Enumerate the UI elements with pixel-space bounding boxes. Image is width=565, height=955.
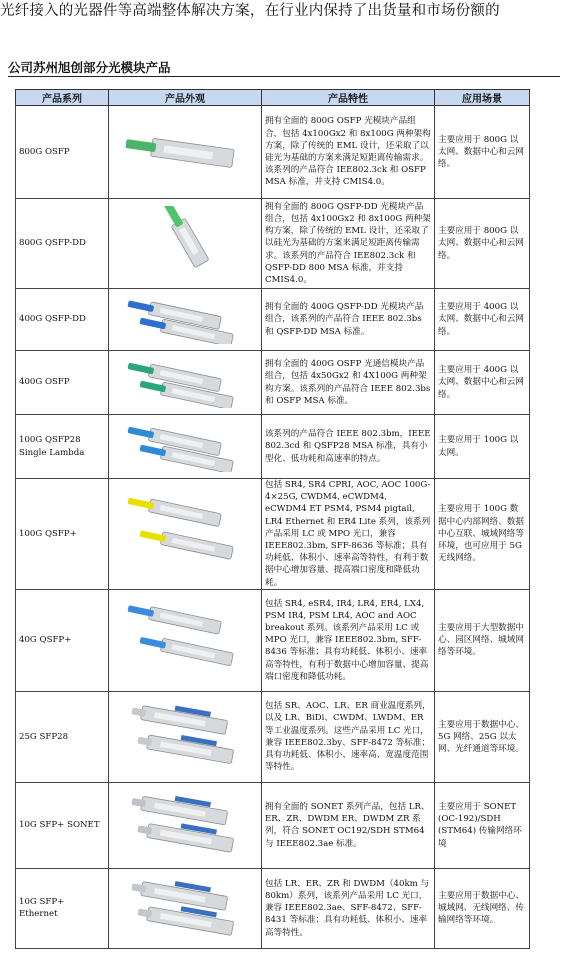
product-application: 主要应用于 400G 以太网、数据中心和云网络。 (435, 351, 530, 415)
table-row (16, 782, 530, 868)
table-row (16, 199, 530, 289)
product-application: 主要应用于 400G 以太网、数据中心和云网络。 (435, 289, 530, 351)
product-series: 400G OSFP (16, 351, 109, 415)
product-features: 拥有全面的 SONET 系列产品，包括 LR、ER、ZR、DWDM ER、DWDM ZR 系列，符合 SONET OC192/SDH STM64 与 IEEE802.3ae 标准。 (262, 782, 435, 868)
product-application: 主要应用于数据中心、城域网、无线网络、传输网络等环境。 (435, 868, 530, 948)
product-series: 10G SFP+ SONET (16, 782, 109, 868)
product-image-cell (109, 589, 262, 691)
product-features: 拥有全面的 400G QSFP-DD 光模块产品组合，该系列的产品符合 IEEE 802.3bs 和 QSFP-DD MSA 标准。 (262, 289, 435, 351)
product-series: 40G QSFP+ (16, 589, 109, 691)
table-row (16, 106, 530, 199)
product-table (15, 89, 530, 949)
product-features: 拥有全面的 800G QSFP-DD 光模块产品组合，包括 4x100Gx2 和 8x100G 两种架构方案，除了传统的 EML 设计，还采取了以硅光为基础的方案来满足短距离传输需求。该系列的产品符合 IEE802.3ck 和 QSFP-DD 800 MSA 标准，并支持 CMIS4.0。 (262, 199, 435, 289)
product-series: 100G QSFP28 Single Lambda (16, 415, 109, 479)
optical-module-image (115, 698, 255, 775)
product-image-cell (109, 479, 262, 590)
product-application: 主要应用于 100G 以太网。 (435, 415, 530, 479)
table-row (16, 589, 530, 691)
header-features: 产品特性 (262, 90, 435, 106)
product-features: 包括 SR4, eSR4, IR4, LR4, ER4, LX4, PSM IR4, PSM LR4, AOC and AOC breakout 系列。该系列产品采用 LC 或 MPO 光口，兼容 IEEE802.3bm, SFF-8436 等标准；具有功耗低、体积小、速率高等特性，有利于数据中心增加容量、提高端口密度和降低功耗。 (262, 589, 435, 691)
product-series: 400G QSFP-DD (16, 289, 109, 351)
optical-module-image (115, 206, 255, 282)
optical-module-image (115, 113, 255, 192)
product-image-cell (109, 415, 262, 479)
optical-module-image (115, 875, 255, 941)
caption-divider (8, 76, 560, 77)
product-features: 包括 SR4, SR4 CPRI, AOC, AOC 100G-4×25G, CWDM4, eCWDM4, eCWDM4 ET PSM4, PSM4 pigtail, LR4 Ethernet 和 ER4 Lite 系列，该系列产品采用 LC 或 MPO 光口，兼容 IEEE802.3bm, SFF-8636 等标准；具有功耗低、体积小、速率高等特性，有利于数据中心增加容量、提高端口密度和降低功耗。 (262, 479, 435, 590)
product-series: 10G SFP+ Ethernet (16, 868, 109, 948)
product-application: 主要应用于 SONET (OC-192)/SDH (STM64) 传输网络环境 (435, 782, 530, 868)
product-image-cell (109, 691, 262, 782)
optical-module-image (115, 422, 255, 472)
product-application: 主要应用于 100G 数据中心内部网络、数据中心互联、城域网络等环境，也可应用于 5G 无线网络。 (435, 479, 530, 590)
product-image-cell (109, 289, 262, 351)
header-series: 产品系列 (16, 90, 109, 106)
product-series: 800G QSFP-DD (16, 199, 109, 289)
product-image-cell (109, 782, 262, 868)
optical-module-image (115, 358, 255, 408)
optical-module-image (115, 789, 255, 861)
table-header-row (16, 90, 530, 106)
product-features: 包括 LR、ER、ZR 和 DWDM（40km 与 80km）系列，该系列产品采用 LC 光口，兼容 IEEE802.3ae、SFF-8472、SFF-8431 等标准；具有功耗低、体积小、速率高等特性。 (262, 868, 435, 948)
product-application: 主要应用于大型数据中心、园区网络、城域网络等环境。 (435, 589, 530, 691)
product-features: 拥有全面的 400G OSFP 光通信模块产品组合，包括 4x50Gx2 和 4X100G 两种架构方案。该系列的产品符合 IEEE 802.3bs 和 OSFP MSA 标准。 (262, 351, 435, 415)
product-features: 该系列的产品符合 IEEE 802.3bm，IEEE 802.3cd 和 QSFP28 MSA 标准，具有小型化、低功耗和高速率的特点。 (262, 415, 435, 479)
product-image-cell (109, 351, 262, 415)
optical-module-image (115, 488, 255, 579)
product-series: 800G OSFP (16, 106, 109, 199)
optical-module-image (115, 596, 255, 684)
table-row (16, 691, 530, 782)
header-appearance: 产品外观 (109, 90, 262, 106)
table-row (16, 479, 530, 590)
table-row (16, 868, 530, 948)
product-features: 拥有全面的 800G OSFP 光模块产品组合，包括 4x100Gx2 和 8x100G 两种架构方案，除了传统的 EML 设计，还采取了以硅光为基础的方案来满足短距离传输需求。该系列的产品符合 IEE802.3ck 和 OSFP MSA 标准，并支持 CMIS4.0。 (262, 106, 435, 199)
table-row (16, 415, 530, 479)
table-row (16, 351, 530, 415)
product-application: 主要应用于 800G 以太网、数据中心和云网络。 (435, 199, 530, 289)
product-series: 25G SFP28 (16, 691, 109, 782)
product-image-cell (109, 868, 262, 948)
product-series: 100G QSFP+ (16, 479, 109, 590)
product-application: 主要应用于 800G 以太网、数据中心和云网络。 (435, 106, 530, 199)
table-row (16, 289, 530, 351)
product-application: 主要应用于数据中心、5G 网络、25G 以太网、光纤通道等环境。 (435, 691, 530, 782)
product-features: 包括 SR、AOC、LR、ER 商业温度系列，以及 LR、BiDi、CWDM、LWDM、ER 等工业温度系列。这些产品采用 LC 光口，兼容 IEEE802.3by、SFF-8472 等标准；具有功耗低、体积小、速率高、宽温度范围等特性。 (262, 691, 435, 782)
top-text-line: 光纤接入的光器件等高端整体解决方案，在行业内保持了出货量和市场份额的 (0, 3, 500, 19)
product-image-cell (109, 106, 262, 199)
optical-module-image (115, 296, 255, 344)
header-application: 应用场景 (435, 90, 530, 106)
product-image-cell (109, 199, 262, 289)
table-caption: 公司苏州旭创部分光模块产品 (8, 60, 171, 75)
